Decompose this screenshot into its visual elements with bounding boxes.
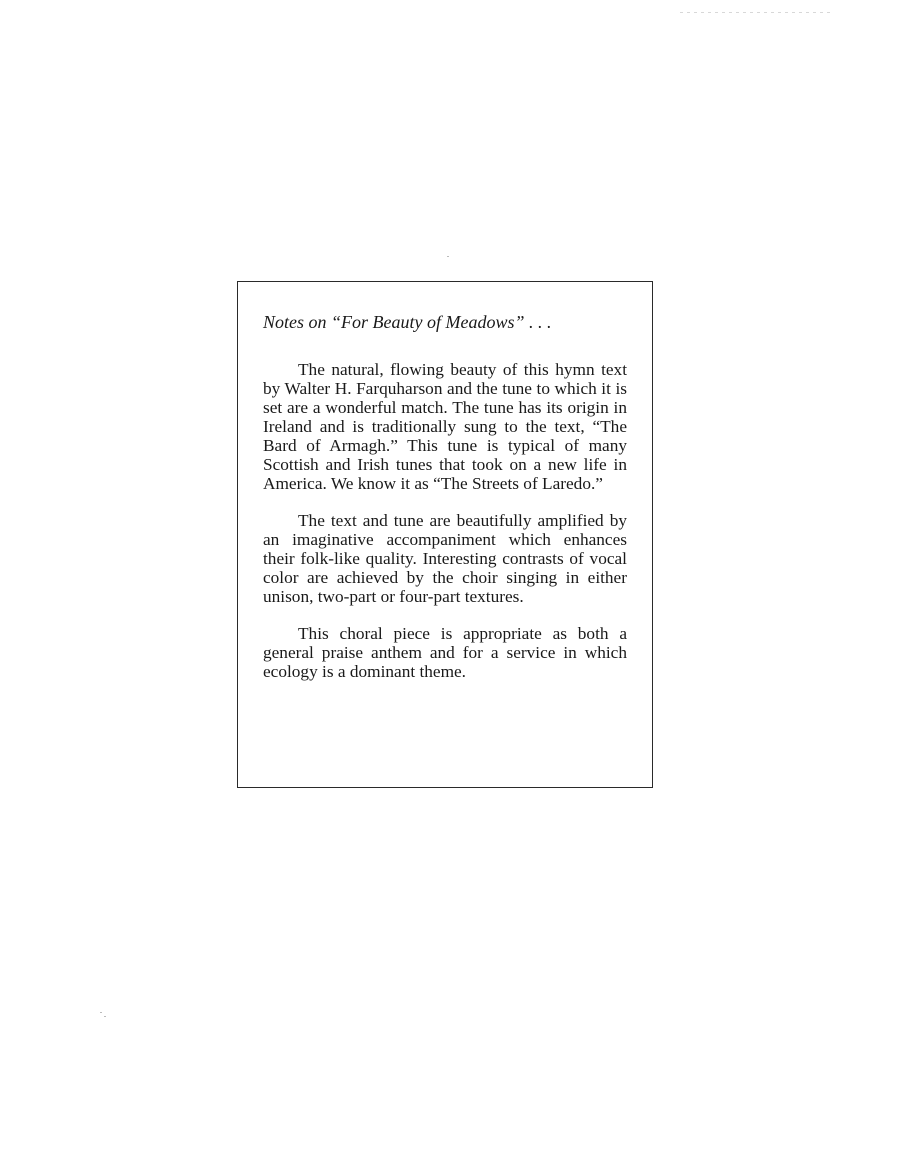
notes-body [263, 360, 627, 699]
notes-box [237, 281, 653, 788]
scan-speck [100, 1012, 102, 1013]
notes-paragraph: The text and tune are beautifully amplified by an imaginative accompaniment which enhances their folk-like quality. Interesting contrasts of vocal color are achieved by the choir singing in either unison, two-part or four-part textures. [263, 511, 627, 606]
scan-speck [104, 1016, 106, 1017]
scan-artifact-line [680, 12, 830, 13]
scan-speck [447, 256, 449, 257]
notes-paragraph: This choral piece is appropriate as both a general praise anthem and for a service in which ecology is a dominant theme. [263, 624, 627, 681]
notes-paragraph: The natural, flowing beauty of this hymn text by Walter H. Farquharson and the tune to which it is set are a wonderful match. The tune has its origin in Ireland and is traditionally sung to the text, “The Bard of Armagh.” This tune is typical of many Scottish and Irish tunes that took on a new life in America. We know it as “The Streets of Laredo.” [263, 360, 627, 493]
notes-title: Notes on “For Beauty of Meadows” . . . [263, 312, 552, 332]
